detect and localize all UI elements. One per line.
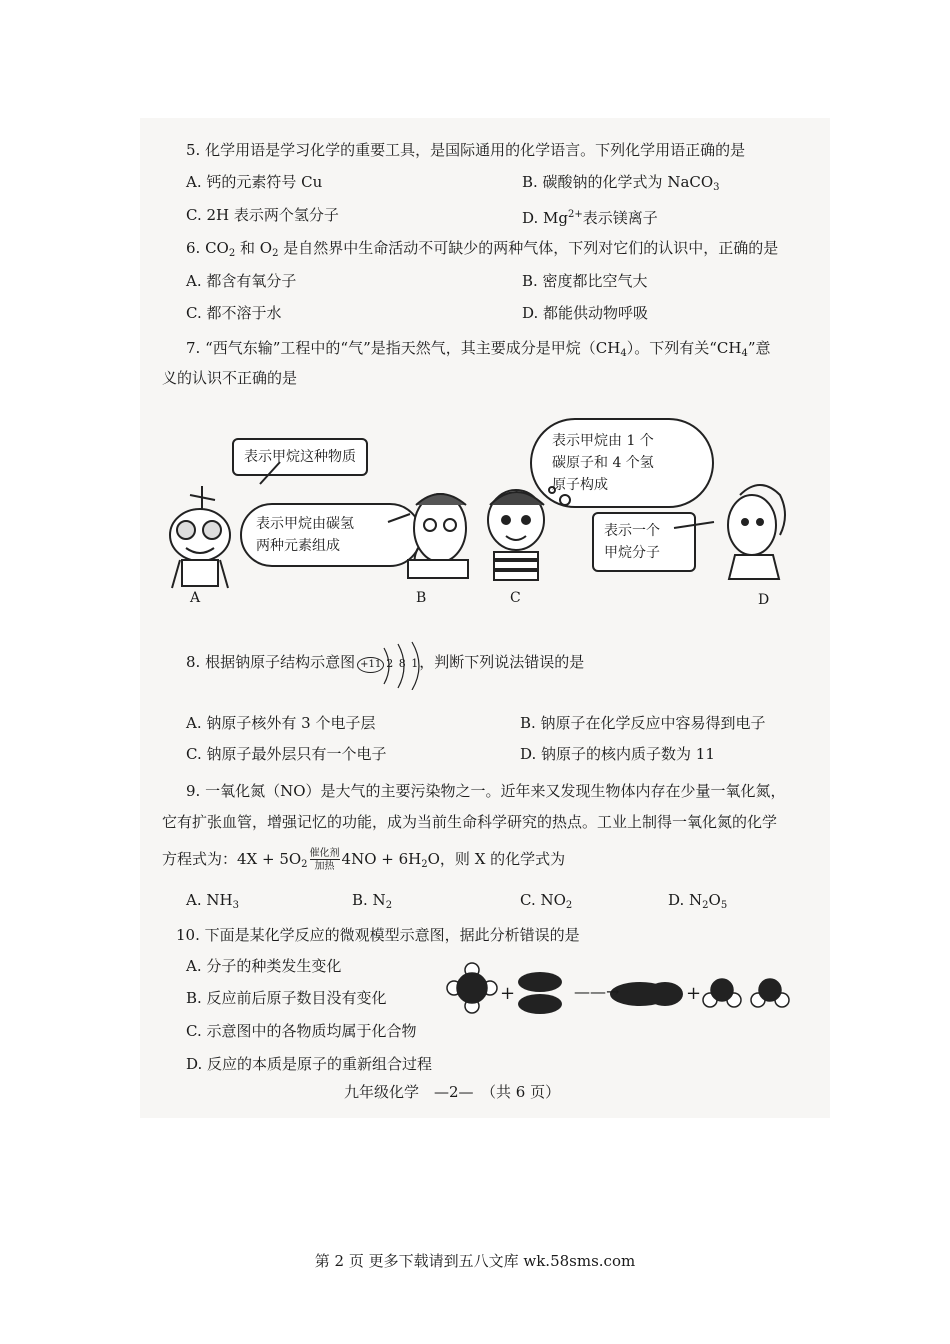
q7-stem-line1: 7. “西气东输”工程中的“气”是指天然气，其主要成分是甲烷$(CH_4)$。下列有关“$CH_4$”意	[186, 339, 771, 359]
page-footer: 九年级化学 —2— （共 6 页）	[344, 1083, 561, 1101]
q9-option-a: A. $NH_3$	[186, 891, 239, 911]
thought-cloud-atoms: 表示甲烷由 1 个 碳原子和 4 个氢 原子构成	[530, 418, 714, 508]
character-d-icon	[728, 485, 785, 579]
q5-option-c: C. 2H 表示两个氢分子	[186, 206, 339, 224]
q6-option-a: A. 都含有氧分子	[186, 272, 297, 290]
q10-stem: 10. 下面是某化学反应的微观模型示意图，据此分析错误的是	[176, 926, 580, 944]
q10-option-c: C. 示意图中的各物质均属于化合物	[186, 1022, 417, 1040]
q10-option-d: D. 反应的本质是原子的重新组合过程	[186, 1055, 433, 1073]
q8-option-a: A. 钠原子核外有 3 个电子层	[186, 714, 376, 732]
q6-option-c: C. 都不溶于水	[186, 304, 282, 322]
q7-stem-line2: 义的认识不正确的是	[162, 369, 298, 387]
q9-stem-line2: 它有扩张血管，增强记忆的功能，成为当前生命科学研究的热点。工业上制得一氧化氮的化学	[162, 813, 778, 831]
reactant-molecule-2-icon	[518, 972, 562, 1014]
reaction-condition: $\frac{\text{催化剂}}{\text{加热}}$	[309, 848, 340, 872]
product-molecule-2-icon	[703, 979, 789, 1007]
q9-stem-line1: 9. 一氧化氮（NO）是大气的主要污染物之一。近年来又发现生物体内存在少量一氧化氮，	[186, 782, 786, 800]
product-molecule-1-icon	[610, 982, 683, 1006]
sodium-nucleus-icon: +11	[357, 657, 384, 673]
label-c: C	[510, 590, 521, 606]
character-a-icon	[170, 486, 230, 588]
q8-option-c: C. 钠原子最外层只有一个电子	[186, 745, 387, 763]
q9-equation: 方程式为：$4X + 5O_2$ $\frac{\text{催化剂}}{\text{加热}}$ $4NO + 6H_2O$，则 X 的化学式为	[162, 848, 566, 872]
q8-option-d: D. 钠原子的核内质子数为 11	[520, 745, 715, 763]
speech-bubble-molecule: 表示一个 甲烷分子	[592, 512, 696, 572]
label-a: A	[190, 590, 201, 606]
site-footer: 第 2 页 更多下载请到五八文库 wk.58sms.com	[314, 1252, 636, 1270]
speech-bubble-elements: 表示甲烷由碳氢 两种元素组成	[240, 503, 422, 567]
q10-option-a: A. 分子的种类发生变化	[186, 957, 342, 975]
q8-option-b: B. 钠原子在化学反应中容易得到电子	[520, 714, 766, 732]
q5-option-a: A. 钙的元素符号 Cu	[186, 173, 323, 191]
q5-option-b: B. 碳酸钠的化学式为 NaCO$_3$	[522, 173, 720, 193]
q6-stem: 6. $CO_2$ 和 $O_2$ 是自然界中生命活动不可缺少的两种气体，下列对它们的认识中，正确的是	[186, 239, 779, 259]
plus-sign-1: +	[500, 983, 516, 1004]
label-d: D	[758, 592, 770, 608]
q6-option-b: B. 密度都比空气大	[522, 272, 648, 290]
q8-stem: 8. 根据钠原子结构示意图 +11 2 8 1，判断下列说法错误的是	[186, 653, 585, 671]
plus-sign-2: +	[686, 983, 702, 1004]
q9-option-c: C. $NO_2$	[520, 891, 573, 911]
q6-option-d: D. 都能供动物呼吸	[522, 304, 649, 322]
q5-stem: 5. 化学用语是学习化学的重要工具，是国际通用的化学语言。下列化学用语正确的是	[186, 141, 746, 159]
reactant-molecule-1-icon	[447, 963, 497, 1013]
sodium-shells: 2 8 1	[386, 657, 420, 670]
character-b-icon	[408, 494, 468, 578]
q10-option-b: B. 反应前后原子数目没有变化	[186, 989, 387, 1007]
label-b: B	[416, 590, 427, 606]
q5-option-d: D. $Mg^{2+}$表示镁离子	[522, 209, 658, 227]
character-c-icon	[488, 487, 570, 580]
q9-option-b: B. $N_2$	[352, 891, 393, 911]
reaction-arrow: ——→	[574, 982, 620, 1001]
speech-bubble-substance: 表示甲烷这种物质	[232, 438, 368, 476]
q9-option-d: D. $N_2O_5$	[668, 891, 728, 911]
electron-shell-arcs-icon	[370, 640, 430, 690]
